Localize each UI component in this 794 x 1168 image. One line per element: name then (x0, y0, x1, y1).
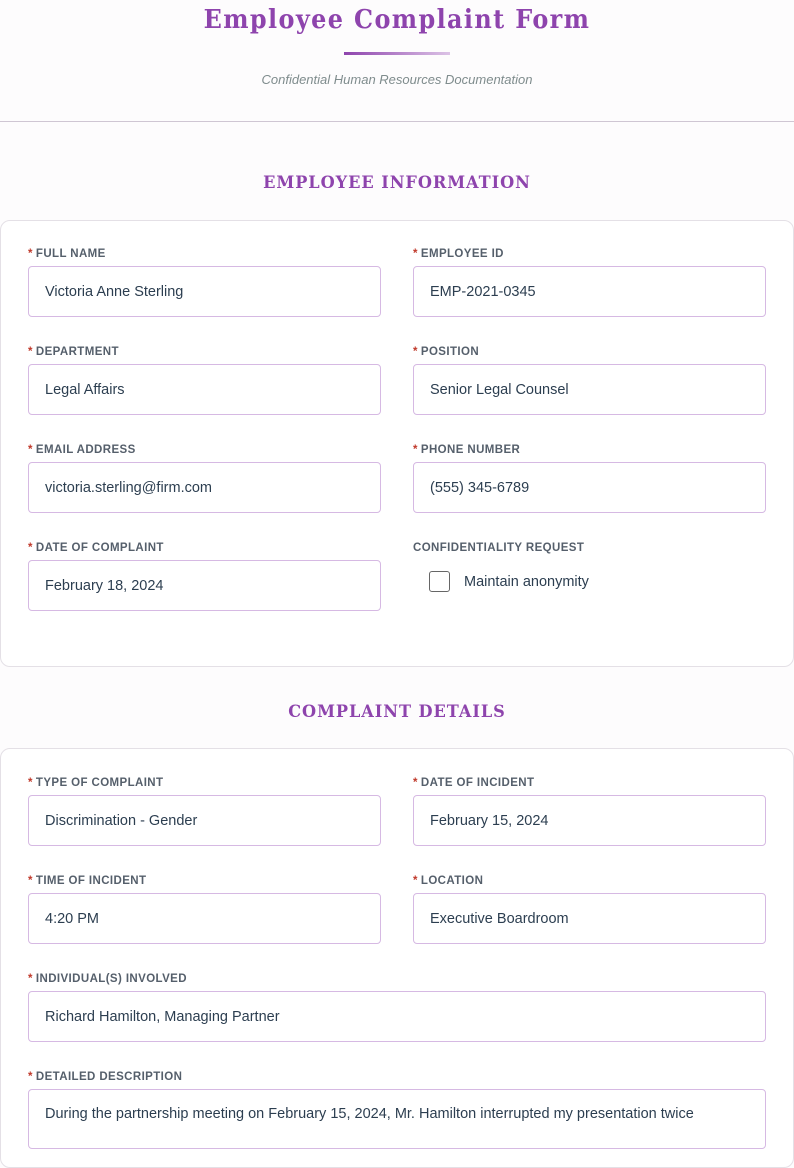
employee-id-input[interactable]: EMP-2021-0345 (413, 266, 766, 317)
confidentiality-field: CONFIDENTIALITY REQUEST Maintain anonymity (413, 542, 766, 592)
incident-time-input[interactable]: 4:20 PM (28, 893, 381, 944)
form-header (0, 0, 794, 122)
full-name-input[interactable]: Victoria Anne Sterling (28, 266, 381, 317)
email-input[interactable]: victoria.sterling@firm.com (28, 462, 381, 513)
description-field: * DETAILED DESCRIPTION During the partnership meeting on February 15, 2024, Mr. Hamilton interrupted my presentation twice (28, 1071, 766, 1149)
complaint-type-field: * TYPE OF COMPLAINT Discrimination - Gender (28, 777, 381, 846)
incident-time-field: * TIME OF INCIDENT 4:20 PM (28, 875, 381, 944)
complaint-type-input[interactable]: Discrimination - Gender (28, 795, 381, 846)
department-field: * DEPARTMENT Legal Affairs (28, 346, 381, 415)
department-input[interactable]: Legal Affairs (28, 364, 381, 415)
individuals-input[interactable]: Richard Hamilton, Managing Partner (28, 991, 766, 1042)
individuals-field: * INDIVIDUAL(S) INVOLVED Richard Hamilton, Managing Partner (28, 973, 766, 1042)
position-field: * POSITION Senior Legal Counsel (413, 346, 766, 415)
employee-information-card (0, 220, 794, 667)
position-input[interactable]: Senior Legal Counsel (413, 364, 766, 415)
phone-input[interactable]: (555) 345-6789 (413, 462, 766, 513)
title-divider (344, 52, 450, 55)
complaint-date-field: * DATE OF COMPLAINT February 18, 2024 (28, 542, 381, 611)
email-field: * EMAIL ADDRESS victoria.sterling@firm.com (28, 444, 381, 513)
page-title: Employee Complaint Form (203, 5, 591, 35)
page-subtitle: Confidential Human Resources Documentation (261, 72, 533, 87)
location-input[interactable]: Executive Boardroom (413, 893, 766, 944)
location-field: * LOCATION Executive Boardroom (413, 875, 766, 944)
description-textarea[interactable]: During the partnership meeting on February 15, 2024, Mr. Hamilton interrupted my presentation twice (28, 1089, 766, 1149)
complaint-date-input[interactable]: February 18, 2024 (28, 560, 381, 611)
incident-date-input[interactable]: February 15, 2024 (413, 795, 766, 846)
section-title-employee: EMPLOYEE INFORMATION (263, 173, 531, 193)
phone-field: * PHONE NUMBER (555) 345-6789 (413, 444, 766, 513)
checkbox-box[interactable] (429, 571, 450, 592)
section-title-complaint: COMPLAINT DETAILS (288, 702, 506, 722)
full-name-field: * FULL NAME Victoria Anne Sterling (28, 248, 381, 317)
employee-id-field: * EMPLOYEE ID EMP-2021-0345 (413, 248, 766, 317)
incident-date-field: * DATE OF INCIDENT February 15, 2024 (413, 777, 766, 846)
anonymity-checkbox[interactable]: Maintain anonymity (429, 571, 766, 592)
complaint-details-card (0, 748, 794, 1168)
